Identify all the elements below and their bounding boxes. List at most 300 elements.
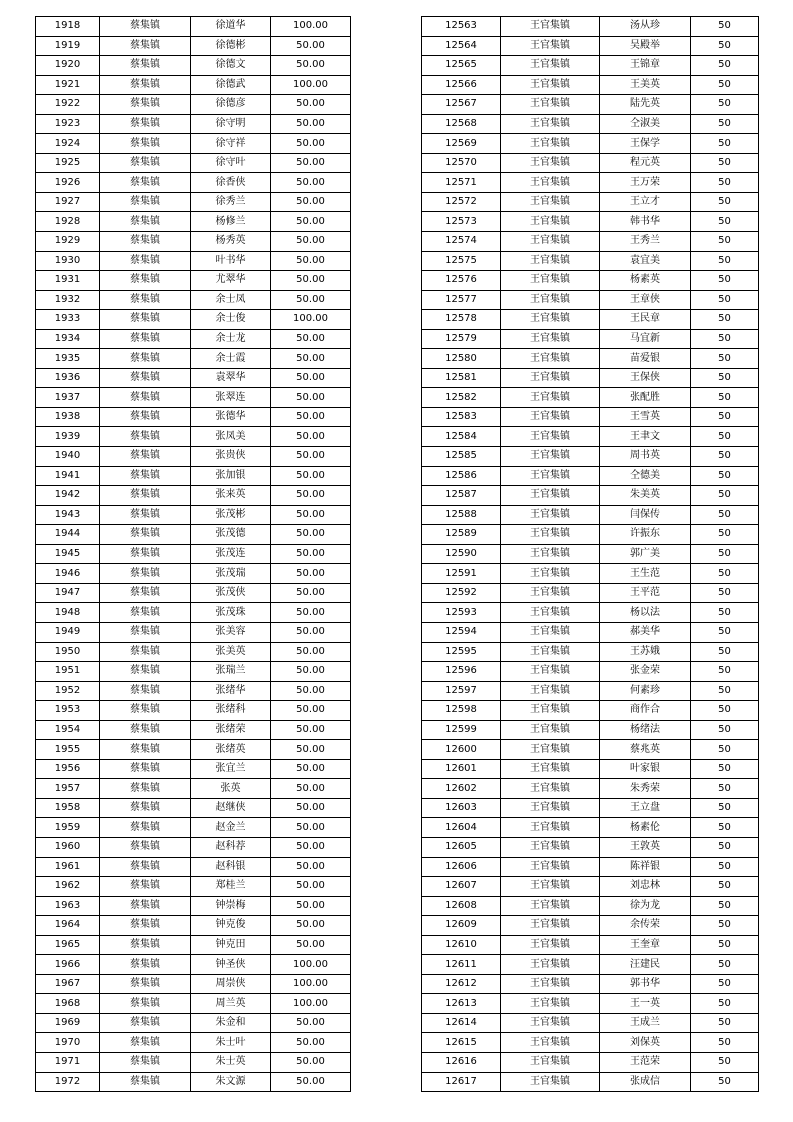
- amount-cell: 50: [691, 779, 759, 799]
- amount-cell: 50: [691, 837, 759, 857]
- amount-cell: 50.00: [271, 368, 351, 388]
- row-number-cell: 12587: [422, 486, 501, 506]
- town-cell: 蔡集镇: [100, 232, 191, 252]
- amount-cell: 50: [691, 877, 759, 897]
- row-number-cell: 1963: [36, 896, 100, 916]
- name-cell: 张来英: [191, 486, 271, 506]
- town-cell: 蔡集镇: [100, 642, 191, 662]
- amount-cell: 50.00: [271, 466, 351, 486]
- name-cell: 王秀兰: [600, 232, 691, 252]
- amount-cell: 50.00: [271, 251, 351, 271]
- name-cell: 朱秀荣: [600, 779, 691, 799]
- town-cell: 王官集镇: [501, 935, 600, 955]
- name-cell: 徐守叶: [191, 153, 271, 173]
- row-number-cell: 1928: [36, 212, 100, 232]
- row-number-cell: 1922: [36, 95, 100, 115]
- table-row: [36, 447, 351, 467]
- town-cell: 蔡集镇: [100, 56, 191, 76]
- amount-cell: 50.00: [271, 290, 351, 310]
- row-number-cell: 12563: [422, 17, 501, 37]
- table-row: [422, 564, 759, 584]
- town-cell: 蔡集镇: [100, 251, 191, 271]
- table-row: [36, 153, 351, 173]
- row-number-cell: 12590: [422, 544, 501, 564]
- name-cell: 仝淑美: [600, 114, 691, 134]
- name-cell: 张茂彬: [191, 505, 271, 525]
- town-cell: 王官集镇: [501, 486, 600, 506]
- town-cell: 王官集镇: [501, 974, 600, 994]
- row-number-cell: 1936: [36, 368, 100, 388]
- row-number-cell: 12577: [422, 290, 501, 310]
- table-row: [36, 173, 351, 193]
- row-number-cell: 12586: [422, 466, 501, 486]
- row-number-cell: 12607: [422, 877, 501, 897]
- table-row: [36, 192, 351, 212]
- row-number-cell: 1970: [36, 1033, 100, 1053]
- table-row: [36, 36, 351, 56]
- table-row: [36, 525, 351, 545]
- town-cell: 蔡集镇: [100, 759, 191, 779]
- amount-cell: 50: [691, 212, 759, 232]
- row-number-cell: 1940: [36, 447, 100, 467]
- table-row: [422, 153, 759, 173]
- town-cell: 王官集镇: [501, 134, 600, 154]
- name-cell: 许振东: [600, 525, 691, 545]
- town-cell: 蔡集镇: [100, 290, 191, 310]
- name-cell: 马宜新: [600, 329, 691, 349]
- town-cell: 王官集镇: [501, 681, 600, 701]
- table-row: [422, 388, 759, 408]
- row-number-cell: 1951: [36, 662, 100, 682]
- name-cell: 赵继侠: [191, 798, 271, 818]
- table-row: [36, 75, 351, 95]
- town-cell: 王官集镇: [501, 896, 600, 916]
- table-row: [422, 427, 759, 447]
- row-number-cell: 1959: [36, 818, 100, 838]
- row-number-cell: 12593: [422, 603, 501, 623]
- table-row: [36, 877, 351, 897]
- town-cell: 蔡集镇: [100, 1033, 191, 1053]
- table-row: [422, 603, 759, 623]
- table-row: [36, 505, 351, 525]
- table-row: [422, 505, 759, 525]
- row-number-cell: 1927: [36, 192, 100, 212]
- town-cell: 王官集镇: [501, 329, 600, 349]
- amount-cell: 50: [691, 1033, 759, 1053]
- amount-cell: 50.00: [271, 818, 351, 838]
- name-cell: 朱文源: [191, 1072, 271, 1092]
- name-cell: 张金荣: [600, 662, 691, 682]
- table-row: [36, 818, 351, 838]
- amount-cell: 50: [691, 720, 759, 740]
- row-number-cell: 1926: [36, 173, 100, 193]
- row-number-cell: 12597: [422, 681, 501, 701]
- amount-cell: 50.00: [271, 916, 351, 936]
- town-cell: 王官集镇: [501, 466, 600, 486]
- row-number-cell: 1933: [36, 310, 100, 330]
- row-number-cell: 1971: [36, 1052, 100, 1072]
- town-cell: 蔡集镇: [100, 662, 191, 682]
- name-cell: 张绪荣: [191, 720, 271, 740]
- amount-cell: 50: [691, 466, 759, 486]
- row-number-cell: 1968: [36, 994, 100, 1014]
- right-table: [421, 16, 759, 1092]
- table-row: [422, 994, 759, 1014]
- amount-cell: 50: [691, 153, 759, 173]
- table-row: [36, 974, 351, 994]
- amount-cell: 50: [691, 388, 759, 408]
- row-number-cell: 12576: [422, 271, 501, 291]
- name-cell: 钟圣侠: [191, 955, 271, 975]
- town-cell: 王官集镇: [501, 564, 600, 584]
- table-row: [422, 56, 759, 76]
- row-number-cell: 1923: [36, 114, 100, 134]
- row-number-cell: 12574: [422, 232, 501, 252]
- town-cell: 蔡集镇: [100, 95, 191, 115]
- name-cell: 郭广美: [600, 544, 691, 564]
- town-cell: 蔡集镇: [100, 134, 191, 154]
- table-row: [422, 857, 759, 877]
- table-row: [36, 349, 351, 369]
- name-cell: 徐道华: [191, 17, 271, 37]
- amount-cell: 50.00: [271, 779, 351, 799]
- row-number-cell: 1953: [36, 701, 100, 721]
- amount-cell: 50.00: [271, 192, 351, 212]
- amount-cell: 50: [691, 407, 759, 427]
- table-row: [422, 486, 759, 506]
- town-cell: 王官集镇: [501, 388, 600, 408]
- name-cell: 朱士叶: [191, 1033, 271, 1053]
- table-row: [36, 17, 351, 37]
- row-number-cell: 1955: [36, 740, 100, 760]
- amount-cell: 50.00: [271, 877, 351, 897]
- amount-cell: 50: [691, 974, 759, 994]
- row-number-cell: 1944: [36, 525, 100, 545]
- row-number-cell: 12603: [422, 798, 501, 818]
- name-cell: 陈祥银: [600, 857, 691, 877]
- table-row: [422, 877, 759, 897]
- amount-cell: 50: [691, 642, 759, 662]
- name-cell: 王成兰: [600, 1013, 691, 1033]
- amount-cell: 50.00: [271, 642, 351, 662]
- amount-cell: 50: [691, 681, 759, 701]
- table-row: [36, 1072, 351, 1092]
- name-cell: 朱金和: [191, 1013, 271, 1033]
- town-cell: 蔡集镇: [100, 1052, 191, 1072]
- table-row: [422, 818, 759, 838]
- name-cell: 徐守祥: [191, 134, 271, 154]
- amount-cell: 50: [691, 368, 759, 388]
- name-cell: 张绪科: [191, 701, 271, 721]
- name-cell: 王保侠: [600, 368, 691, 388]
- name-cell: 蔡兆英: [600, 740, 691, 760]
- amount-cell: 100.00: [271, 974, 351, 994]
- row-number-cell: 1945: [36, 544, 100, 564]
- town-cell: 蔡集镇: [100, 837, 191, 857]
- amount-cell: 50.00: [271, 114, 351, 134]
- table-row: [36, 837, 351, 857]
- table-row: [422, 1052, 759, 1072]
- row-number-cell: 12591: [422, 564, 501, 584]
- amount-cell: 50: [691, 1013, 759, 1033]
- table-row: [36, 271, 351, 291]
- name-cell: 杨修兰: [191, 212, 271, 232]
- name-cell: 郭书华: [600, 974, 691, 994]
- amount-cell: 50: [691, 427, 759, 447]
- name-cell: 徐守明: [191, 114, 271, 134]
- amount-cell: 50.00: [271, 447, 351, 467]
- town-cell: 蔡集镇: [100, 75, 191, 95]
- row-number-cell: 1950: [36, 642, 100, 662]
- left-table: [35, 16, 351, 1092]
- amount-cell: 50.00: [271, 798, 351, 818]
- amount-cell: 50: [691, 251, 759, 271]
- name-cell: 何素珍: [600, 681, 691, 701]
- name-cell: 商作合: [600, 701, 691, 721]
- table-row: [422, 583, 759, 603]
- row-number-cell: 12573: [422, 212, 501, 232]
- amount-cell: 50: [691, 1072, 759, 1092]
- table-row: [36, 1013, 351, 1033]
- amount-cell: 50: [691, 525, 759, 545]
- name-cell: 张德华: [191, 407, 271, 427]
- row-number-cell: 1941: [36, 466, 100, 486]
- amount-cell: 50: [691, 603, 759, 623]
- town-cell: 王官集镇: [501, 818, 600, 838]
- left-table-body: [36, 17, 351, 1092]
- town-cell: 王官集镇: [501, 701, 600, 721]
- town-cell: 王官集镇: [501, 759, 600, 779]
- table-row: [36, 368, 351, 388]
- name-cell: 钟克俊: [191, 916, 271, 936]
- name-cell: 张瑞兰: [191, 662, 271, 682]
- row-number-cell: 1952: [36, 681, 100, 701]
- town-cell: 蔡集镇: [100, 994, 191, 1014]
- row-number-cell: 12596: [422, 662, 501, 682]
- table-row: [36, 740, 351, 760]
- row-number-cell: 12604: [422, 818, 501, 838]
- table-row: [422, 759, 759, 779]
- amount-cell: 50: [691, 935, 759, 955]
- name-cell: 徐秀兰: [191, 192, 271, 212]
- row-number-cell: 12579: [422, 329, 501, 349]
- name-cell: 陆先英: [600, 95, 691, 115]
- table-row: [36, 896, 351, 916]
- table-row: [422, 75, 759, 95]
- table-row: [422, 349, 759, 369]
- table-row: [36, 583, 351, 603]
- amount-cell: 50: [691, 583, 759, 603]
- row-number-cell: 12600: [422, 740, 501, 760]
- table-row: [422, 662, 759, 682]
- amount-cell: 50.00: [271, 1013, 351, 1033]
- table-row: [422, 798, 759, 818]
- amount-cell: 50.00: [271, 622, 351, 642]
- town-cell: 蔡集镇: [100, 622, 191, 642]
- row-number-cell: 12595: [422, 642, 501, 662]
- name-cell: 杨素英: [600, 271, 691, 291]
- amount-cell: 50: [691, 916, 759, 936]
- town-cell: 王官集镇: [501, 583, 600, 603]
- row-number-cell: 12612: [422, 974, 501, 994]
- table-row: [422, 232, 759, 252]
- name-cell: 张加银: [191, 466, 271, 486]
- table-row: [422, 622, 759, 642]
- amount-cell: 100.00: [271, 955, 351, 975]
- row-number-cell: 1949: [36, 622, 100, 642]
- amount-cell: 50.00: [271, 95, 351, 115]
- row-number-cell: 1939: [36, 427, 100, 447]
- name-cell: 张宜兰: [191, 759, 271, 779]
- row-number-cell: 1929: [36, 232, 100, 252]
- row-number-cell: 12613: [422, 994, 501, 1014]
- row-number-cell: 12580: [422, 349, 501, 369]
- name-cell: 张美容: [191, 622, 271, 642]
- town-cell: 王官集镇: [501, 837, 600, 857]
- town-cell: 蔡集镇: [100, 153, 191, 173]
- table-row: [36, 232, 351, 252]
- town-cell: 蔡集镇: [100, 407, 191, 427]
- table-row: [422, 1033, 759, 1053]
- amount-cell: 50: [691, 759, 759, 779]
- amount-cell: 50.00: [271, 56, 351, 76]
- town-cell: 王官集镇: [501, 740, 600, 760]
- town-cell: 蔡集镇: [100, 720, 191, 740]
- town-cell: 蔡集镇: [100, 818, 191, 838]
- name-cell: 王雪英: [600, 407, 691, 427]
- row-number-cell: 12616: [422, 1052, 501, 1072]
- table-row: [36, 916, 351, 936]
- town-cell: 蔡集镇: [100, 427, 191, 447]
- row-number-cell: 12589: [422, 525, 501, 545]
- amount-cell: 50: [691, 857, 759, 877]
- town-cell: 王官集镇: [501, 994, 600, 1014]
- table-row: [422, 447, 759, 467]
- row-number-cell: 1925: [36, 153, 100, 173]
- town-cell: 王官集镇: [501, 622, 600, 642]
- amount-cell: 50: [691, 349, 759, 369]
- name-cell: 张凤美: [191, 427, 271, 447]
- amount-cell: 50: [691, 173, 759, 193]
- town-cell: 王官集镇: [501, 153, 600, 173]
- town-cell: 蔡集镇: [100, 368, 191, 388]
- table-row: [36, 759, 351, 779]
- amount-cell: 50: [691, 544, 759, 564]
- table-row: [36, 798, 351, 818]
- table-row: [422, 896, 759, 916]
- table-row: [422, 212, 759, 232]
- town-cell: 蔡集镇: [100, 1072, 191, 1092]
- name-cell: 王平范: [600, 583, 691, 603]
- town-cell: 王官集镇: [501, 544, 600, 564]
- amount-cell: 50.00: [271, 681, 351, 701]
- town-cell: 王官集镇: [501, 603, 600, 623]
- table-row: [422, 837, 759, 857]
- row-number-cell: 12609: [422, 916, 501, 936]
- town-cell: 蔡集镇: [100, 798, 191, 818]
- town-cell: 王官集镇: [501, 290, 600, 310]
- row-number-cell: 1948: [36, 603, 100, 623]
- amount-cell: 50.00: [271, 564, 351, 584]
- name-cell: 汪建民: [600, 955, 691, 975]
- row-number-cell: 12564: [422, 36, 501, 56]
- table-row: [36, 134, 351, 154]
- amount-cell: 50: [691, 114, 759, 134]
- amount-cell: 50: [691, 17, 759, 37]
- table-row: [36, 95, 351, 115]
- name-cell: 余士凤: [191, 290, 271, 310]
- amount-cell: 50.00: [271, 407, 351, 427]
- table-row: [422, 1072, 759, 1092]
- town-cell: 蔡集镇: [100, 114, 191, 134]
- town-cell: 蔡集镇: [100, 857, 191, 877]
- amount-cell: 50.00: [271, 525, 351, 545]
- name-cell: 徐为龙: [600, 896, 691, 916]
- name-cell: 徐德彦: [191, 95, 271, 115]
- table-row: [36, 681, 351, 701]
- table-row: [422, 955, 759, 975]
- table-row: [422, 916, 759, 936]
- table-row: [36, 544, 351, 564]
- right-table-body: [422, 17, 759, 1092]
- row-number-cell: 12578: [422, 310, 501, 330]
- amount-cell: 100.00: [271, 310, 351, 330]
- town-cell: 王官集镇: [501, 114, 600, 134]
- table-row: [422, 329, 759, 349]
- amount-cell: 50: [691, 95, 759, 115]
- name-cell: 周书英: [600, 447, 691, 467]
- row-number-cell: 12566: [422, 75, 501, 95]
- name-cell: 王敦英: [600, 837, 691, 857]
- town-cell: 王官集镇: [501, 212, 600, 232]
- amount-cell: 50: [691, 896, 759, 916]
- town-cell: 王官集镇: [501, 95, 600, 115]
- name-cell: 张贵侠: [191, 447, 271, 467]
- amount-cell: 50.00: [271, 603, 351, 623]
- table-row: [36, 388, 351, 408]
- amount-cell: 50.00: [271, 720, 351, 740]
- amount-cell: 50: [691, 447, 759, 467]
- name-cell: 王立才: [600, 192, 691, 212]
- town-cell: 王官集镇: [501, 857, 600, 877]
- amount-cell: 50.00: [271, 583, 351, 603]
- amount-cell: 50: [691, 662, 759, 682]
- name-cell: 王保学: [600, 134, 691, 154]
- table-row: [36, 564, 351, 584]
- town-cell: 王官集镇: [501, 877, 600, 897]
- row-number-cell: 12572: [422, 192, 501, 212]
- table-row: [36, 329, 351, 349]
- amount-cell: 50: [691, 486, 759, 506]
- table-row: [36, 935, 351, 955]
- table-row: [422, 36, 759, 56]
- amount-cell: 50.00: [271, 173, 351, 193]
- row-number-cell: 1972: [36, 1072, 100, 1092]
- table-row: [36, 427, 351, 447]
- town-cell: 王官集镇: [501, 407, 600, 427]
- amount-cell: 50.00: [271, 740, 351, 760]
- row-number-cell: 1947: [36, 583, 100, 603]
- amount-cell: 50.00: [271, 1072, 351, 1092]
- name-cell: 朱士英: [191, 1052, 271, 1072]
- table-row: [422, 192, 759, 212]
- name-cell: 叶家银: [600, 759, 691, 779]
- row-number-cell: 1920: [36, 56, 100, 76]
- table-row: [422, 935, 759, 955]
- name-cell: 吴殿举: [600, 36, 691, 56]
- row-number-cell: 1961: [36, 857, 100, 877]
- amount-cell: 50.00: [271, 857, 351, 877]
